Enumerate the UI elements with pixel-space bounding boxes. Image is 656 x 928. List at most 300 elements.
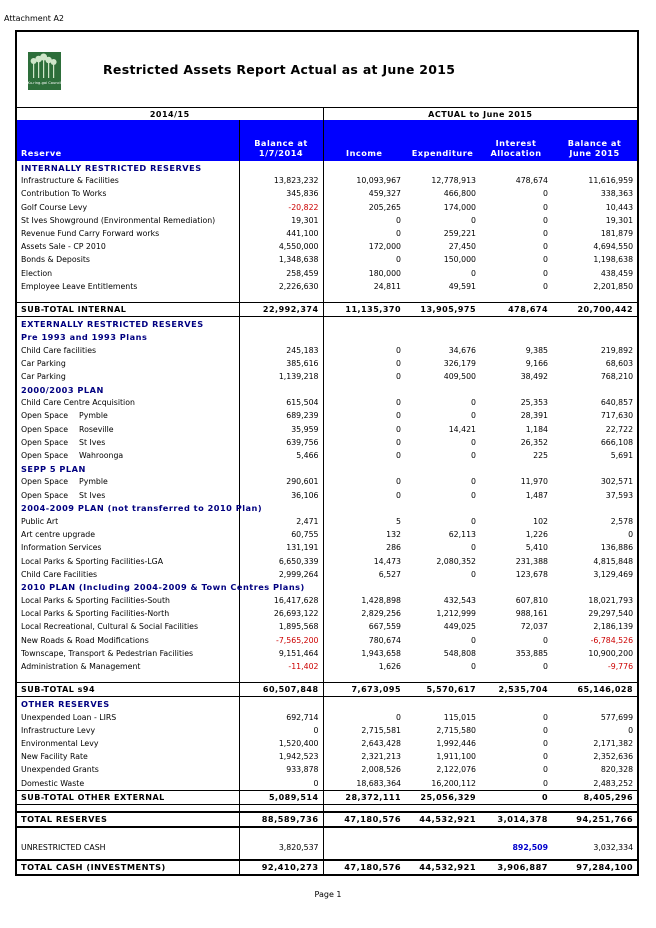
blank-cell (239, 293, 323, 303)
spacer-row (17, 804, 637, 812)
reserve-name-cell: Golf Course Levy (17, 201, 239, 214)
balance-start-cell: 36,106 (239, 489, 323, 502)
reserve-name-cell: New Roads & Road Modifications (17, 634, 239, 647)
reserve-name-cell: Administration & Management (17, 660, 239, 673)
expenditure-cell: 1,911,100 (436, 752, 477, 762)
blank-cell (480, 581, 552, 594)
balance-end-cell: 0 (628, 530, 634, 540)
expenditure-cell: 49,591 (448, 281, 477, 291)
spacer-row (17, 293, 637, 303)
reserve-name-cell: Open Space Pymble (17, 475, 239, 488)
balance-start-cell: 60,755 (239, 528, 323, 541)
subtotal-internal-row (17, 302, 637, 316)
balance-end-cell: 37,593 (605, 490, 634, 500)
blank-cell (480, 383, 552, 396)
interest-cell: 607,810 (515, 596, 549, 606)
balance-start-cell: 1,520,400 (239, 737, 323, 750)
balance-end-cell: 4,815,848 (593, 556, 634, 566)
blank-cell (323, 293, 405, 303)
reserve-name-cell: SUB-TOTAL s94 (17, 683, 239, 697)
blank-cell (323, 827, 405, 837)
table-row (17, 594, 637, 607)
blank-cell (552, 161, 637, 174)
reserve-name-cell: Environmental Levy (17, 737, 239, 750)
reserve-name-cell: Child Care facilities (17, 343, 239, 356)
income-cell: 459,327 (368, 189, 402, 199)
plan-group-title (17, 581, 637, 594)
interest-cell: 0 (543, 189, 549, 199)
plan-group-title (17, 502, 637, 515)
section-title: 2004-2009 PLAN (not transferred to 2010 Plan) (17, 502, 239, 515)
spacer-row (17, 827, 637, 837)
reserve-name-cell: Car Parking (17, 370, 239, 383)
blank-cell (552, 502, 637, 515)
balance-start-cell: 1,895,568 (239, 620, 323, 633)
blank-cell (323, 330, 405, 343)
balance-end-cell: 19,301 (605, 215, 634, 225)
balance-end-cell: 2,201,850 (593, 281, 634, 291)
income-cell: 0 (396, 215, 402, 225)
balance-end-cell: 65,146,028 (552, 683, 637, 697)
interest-cell: 478,674 (515, 176, 549, 186)
income-cell: 47,180,576 (323, 812, 405, 827)
blank-cell (239, 697, 323, 711)
expenditure-cell: 449,025 (443, 622, 477, 632)
table-row (17, 396, 637, 409)
blank-cell (552, 462, 637, 475)
blank-cell (480, 697, 552, 711)
blank-cell (552, 581, 637, 594)
table-row (17, 515, 637, 528)
reserve-name-cell: Domestic Waste (17, 776, 239, 790)
balance-end-cell: 577,699 (600, 712, 634, 722)
expenditure-cell: 0 (471, 635, 477, 645)
interest-cell: 478,674 (480, 302, 552, 316)
interest-cell: 0 (543, 765, 549, 775)
blank-cell (405, 673, 480, 683)
balance-start-cell: 290,601 (239, 475, 323, 488)
balance-start-cell: 4,550,000 (239, 240, 323, 253)
expenditure-cell: 0 (471, 451, 477, 461)
balance-end-cell: 717,630 (600, 411, 634, 421)
balance-end-cell: 2,186,139 (593, 622, 634, 632)
column-header: Reserve (17, 120, 239, 161)
balance-start-cell: 92,410,273 (239, 860, 323, 875)
interest-cell: 0 (543, 635, 549, 645)
reserve-name-cell: Townscape, Transport & Pedestrian Facilities (17, 647, 239, 660)
blank-cell (405, 581, 480, 594)
reserve-name-cell: Open Space St Ives (17, 436, 239, 449)
interest-cell: 1,226 (525, 530, 549, 540)
blank-cell (480, 673, 552, 683)
expenditure-cell: 0 (471, 543, 477, 553)
blank-cell (323, 462, 405, 475)
expenditure-cell: 409,500 (443, 371, 477, 381)
blank-cell (239, 161, 323, 174)
balance-start-cell: -11,402 (239, 660, 323, 673)
blank-cell (17, 673, 239, 683)
section-title: OTHER RESERVES (17, 697, 239, 711)
balance-end-cell: 302,571 (600, 477, 634, 487)
expenditure-cell: 326,179 (443, 358, 477, 368)
balance-end-cell: 0 (628, 725, 634, 735)
table-row (17, 436, 637, 449)
interest-cell: 9,166 (525, 358, 549, 368)
blank-cell (552, 317, 637, 331)
balance-start-cell: 131,191 (239, 541, 323, 554)
balance-end-cell: 10,443 (605, 202, 634, 212)
table-row (17, 711, 637, 724)
balance-end-cell: 2,483,252 (593, 778, 634, 788)
table-row (17, 370, 637, 383)
balance-start-cell: 1,942,523 (239, 750, 323, 763)
reserve-name-cell: Public Art (17, 515, 239, 528)
income-cell: 0 (396, 229, 402, 239)
blank-cell (480, 293, 552, 303)
table-row (17, 528, 637, 541)
table-row (17, 660, 637, 673)
reserve-name-cell: Open Space St Ives (17, 489, 239, 502)
blank-cell (323, 161, 405, 174)
blank-cell (480, 330, 552, 343)
table-row (17, 253, 637, 266)
blank-cell (405, 330, 480, 343)
expenditure-cell: 0 (471, 437, 477, 447)
expenditure-cell: 0 (471, 662, 477, 672)
blank-cell (239, 462, 323, 475)
table-row (17, 541, 637, 554)
expenditure-cell (405, 837, 480, 860)
balance-start-cell: 689,239 (239, 409, 323, 422)
interest-cell: 0 (543, 202, 549, 212)
income-cell: 667,559 (368, 622, 402, 632)
balance-start-cell: 385,616 (239, 357, 323, 370)
balance-end-cell: 438,459 (600, 268, 634, 278)
reserve-name-cell: Child Care Centre Acquisition (17, 396, 239, 409)
total-cash-row (17, 860, 637, 875)
income-cell: 47,180,576 (323, 860, 405, 875)
blank-cell (480, 161, 552, 174)
income-cell: 172,000 (368, 242, 402, 252)
balance-start-cell: 16,417,628 (239, 594, 323, 607)
table-row (17, 343, 637, 356)
blank-cell (480, 827, 552, 837)
expenditure-cell: 2,715,580 (436, 725, 477, 735)
subtotal-other-row (17, 790, 637, 804)
blank-cell (405, 161, 480, 174)
restricted-assets-table (17, 107, 637, 876)
council-logo (28, 52, 61, 90)
balance-start-cell: 615,504 (239, 396, 323, 409)
balance-end-cell: 136,886 (600, 543, 634, 553)
balance-end-cell: 820,328 (600, 765, 634, 775)
balance-end-cell: 29,297,540 (588, 609, 634, 619)
interest-cell: 988,161 (515, 609, 549, 619)
logo-text: Ku-ring-gai Council (27, 81, 62, 85)
column-header: Balance at June 2015 (552, 120, 637, 161)
income-cell: 0 (396, 398, 402, 408)
reserve-name-cell: Bonds & Deposits (17, 253, 239, 266)
period-actual: ACTUAL to June 2015 (323, 108, 637, 121)
external-reserves-title (17, 317, 637, 331)
balance-start-cell: 245,183 (239, 343, 323, 356)
balance-start-cell: 9,151,464 (239, 647, 323, 660)
income-cell: 1,626 (378, 662, 402, 672)
balance-end-cell: 8,405,296 (552, 790, 637, 804)
balance-start-cell: 345,836 (239, 187, 323, 200)
expenditure-cell: 0 (471, 490, 477, 500)
balance-start-cell: 258,459 (239, 267, 323, 280)
balance-start-cell: 1,348,638 (239, 253, 323, 266)
table-row (17, 489, 637, 502)
interest-cell: 0 (543, 725, 549, 735)
expenditure-cell: 12,778,913 (431, 176, 477, 186)
balance-start-cell: 5,466 (239, 449, 323, 462)
table-row (17, 620, 637, 633)
blank-cell (323, 383, 405, 396)
table-row (17, 763, 637, 776)
section-title: 2010 PLAN (Including 2004-2009 & Town Centres Plans) (17, 581, 239, 594)
income-cell: 1,428,898 (361, 596, 402, 606)
expenditure-cell: 44,532,921 (405, 812, 480, 827)
interest-cell: 3,906,887 (480, 860, 552, 875)
interest-cell: 72,037 (520, 622, 549, 632)
table-row (17, 227, 637, 240)
reserve-name-cell: SUB-TOTAL INTERNAL (17, 302, 239, 316)
income-cell: 132 (386, 530, 402, 540)
reserve-name-cell: TOTAL RESERVES (17, 812, 239, 827)
income-cell: 2,829,256 (361, 609, 402, 619)
interest-cell: 123,678 (515, 569, 549, 579)
reserve-name-cell: Local Parks & Sporting Facilities-North (17, 607, 239, 620)
table-row (17, 187, 637, 200)
expenditure-cell: 259,221 (443, 229, 477, 239)
income-cell: 780,674 (368, 635, 402, 645)
expenditure-cell: 34,676 (448, 345, 477, 355)
report-title: Restricted Assets Report Actual as at June 2015 (103, 62, 456, 77)
income-cell: 205,265 (368, 202, 402, 212)
interest-cell: 231,388 (515, 556, 549, 566)
reserve-name-cell: Open Space Pymble (17, 409, 239, 422)
column-header: Expenditure (405, 120, 480, 161)
blank-cell (405, 462, 480, 475)
expenditure-cell: 0 (471, 411, 477, 421)
blank-cell (323, 581, 405, 594)
table-row (17, 776, 637, 790)
balance-end-cell: 20,700,442 (552, 302, 637, 316)
balance-end-cell: 2,578 (610, 516, 634, 526)
balance-end-cell: 338,363 (600, 189, 634, 199)
reserve-name-cell: Election (17, 267, 239, 280)
blank-cell (323, 804, 405, 812)
table-row (17, 174, 637, 187)
balance-start-cell: 2,999,264 (239, 568, 323, 581)
reserve-name-cell: Revenue Fund Carry Forward works (17, 227, 239, 240)
expenditure-cell: 432,543 (443, 596, 477, 606)
expenditure-cell: 62,113 (448, 530, 477, 540)
table-row (17, 634, 637, 647)
expenditure-cell: 115,015 (443, 712, 477, 722)
balance-end-cell: 68,603 (605, 358, 634, 368)
reserve-name-cell: Contribution To Works (17, 187, 239, 200)
income-cell: 11,135,370 (323, 302, 405, 316)
income-cell: 0 (396, 477, 402, 487)
expenditure-cell: 466,800 (443, 189, 477, 199)
expenditure-cell: 0 (471, 569, 477, 579)
expenditure-cell: 5,570,617 (405, 683, 480, 697)
interest-cell: 0 (543, 242, 549, 252)
interest-cell: 11,970 (520, 477, 549, 487)
blank-cell (405, 293, 480, 303)
balance-end-cell: 97,284,100 (552, 860, 637, 875)
expenditure-cell: 27,450 (448, 242, 477, 252)
balance-end-cell: 3,129,469 (593, 569, 634, 579)
blank-cell (480, 462, 552, 475)
reserve-name-cell: Child Care Facilities (17, 568, 239, 581)
balance-end-cell: 22,722 (605, 424, 634, 434)
interest-cell: 1,184 (525, 424, 549, 434)
balance-end-cell: 181,879 (600, 229, 634, 239)
table-row (17, 737, 637, 750)
blank-cell (323, 502, 405, 515)
balance-end-cell: 11,616,959 (588, 176, 634, 186)
blank-cell (405, 383, 480, 396)
income-cell: 28,372,111 (323, 790, 405, 804)
blank-cell (552, 330, 637, 343)
period-row (17, 108, 637, 121)
balance-end-cell: 640,857 (600, 398, 634, 408)
interest-cell: 28,391 (520, 411, 549, 421)
interest-cell: 353,885 (515, 648, 549, 658)
table-row (17, 409, 637, 422)
interest-cell: 0 (543, 281, 549, 291)
interest-cell: 0 (543, 738, 549, 748)
income-cell: 180,000 (368, 268, 402, 278)
interest-cell: 9,385 (525, 345, 549, 355)
income-cell: 2,643,428 (361, 738, 402, 748)
interest-cell: 38,492 (520, 371, 549, 381)
blank-cell (17, 827, 239, 837)
blank-cell (239, 317, 323, 331)
interest-cell: 0 (543, 255, 549, 265)
reserve-name-cell: Open Space Roseville (17, 423, 239, 436)
balance-start-cell: 60,507,848 (239, 683, 323, 697)
balance-start-cell: 35,959 (239, 423, 323, 436)
expenditure-cell: 0 (471, 215, 477, 225)
period-2014-15: 2014/15 (17, 108, 323, 121)
income-cell: 7,673,095 (323, 683, 405, 697)
reserve-name-cell: Infrastructure Levy (17, 724, 239, 737)
balance-start-cell: -7,565,200 (239, 634, 323, 647)
table-row (17, 423, 637, 436)
interest-cell: 1,487 (525, 490, 549, 500)
interest-cell: 25,353 (520, 398, 549, 408)
blank-cell (552, 383, 637, 396)
balance-start-cell: 639,756 (239, 436, 323, 449)
balance-start-cell: 933,878 (239, 763, 323, 776)
plan-group-title (17, 330, 637, 343)
income-cell: 0 (396, 451, 402, 461)
section-title: SEPP 5 PLAN (17, 462, 239, 475)
internal-reserves-title (17, 161, 637, 174)
balance-start-cell: 1,139,218 (239, 370, 323, 383)
income-cell: 2,715,581 (361, 725, 402, 735)
income-cell: 24,811 (373, 281, 402, 291)
blank-cell (239, 804, 323, 812)
blank-cell (405, 827, 480, 837)
reserve-name-cell: Unexpended Grants (17, 763, 239, 776)
blank-cell (17, 293, 239, 303)
balance-end-cell: 1,198,638 (593, 255, 634, 265)
table-row (17, 554, 637, 567)
table-row (17, 647, 637, 660)
interest-cell: 892,509 (512, 843, 549, 853)
expenditure-cell: 13,905,975 (405, 302, 480, 316)
income-cell: 5 (396, 516, 402, 526)
balance-end-cell: -9,776 (607, 662, 634, 672)
balance-start-cell: 692,714 (239, 711, 323, 724)
income-cell: 14,473 (373, 556, 402, 566)
balance-start-cell: -20,822 (239, 201, 323, 214)
blank-cell (323, 673, 405, 683)
interest-cell: 3,014,378 (480, 812, 552, 827)
income-cell: 0 (396, 255, 402, 265)
income-cell: 18,683,364 (356, 778, 402, 788)
expenditure-cell: 2,122,076 (436, 765, 477, 775)
income-cell: 2,008,526 (361, 765, 402, 775)
income-cell: 0 (396, 490, 402, 500)
income-cell: 0 (396, 424, 402, 434)
table-row (17, 449, 637, 462)
table-row (17, 240, 637, 253)
expenditure-cell: 150,000 (443, 255, 477, 265)
balance-end-cell: 666,108 (600, 437, 634, 447)
reserve-name-cell: St Ives Showground (Environmental Remediation) (17, 214, 239, 227)
table-row (17, 750, 637, 763)
expenditure-cell: 0 (471, 398, 477, 408)
expenditure-cell: 25,056,329 (405, 790, 480, 804)
balance-start-cell: 26,693,122 (239, 607, 323, 620)
balance-start-cell: 5,089,514 (239, 790, 323, 804)
plan-group-title (17, 383, 637, 396)
table-row (17, 201, 637, 214)
reserve-name-cell: SUB-TOTAL OTHER EXTERNAL (17, 790, 239, 804)
blank-cell (405, 697, 480, 711)
reserve-name-cell: UNRESTRICTED CASH (17, 837, 239, 860)
reserve-name-cell: Local Parks & Sporting Facilities-LGA (17, 554, 239, 567)
expenditure-cell: 0 (471, 477, 477, 487)
table-row (17, 724, 637, 737)
interest-cell: 225 (533, 451, 549, 461)
balance-start-cell: 0 (239, 724, 323, 737)
balance-start-cell: 6,650,339 (239, 554, 323, 567)
blank-cell (323, 317, 405, 331)
balance-end-cell: -6,784,526 (590, 635, 634, 645)
blank-cell (323, 697, 405, 711)
income-cell: 1,943,658 (361, 648, 402, 658)
reserve-name-cell: Information Services (17, 541, 239, 554)
section-title: Pre 1993 and 1993 Plans (17, 330, 239, 343)
income-cell: 0 (396, 411, 402, 421)
blank-cell (405, 804, 480, 812)
balance-end-cell: 18,021,793 (588, 596, 634, 606)
reserve-name-cell: TOTAL CASH (INVESTMENTS) (17, 860, 239, 875)
table-row (17, 607, 637, 620)
attachment-label: Attachment A2 (4, 14, 65, 23)
blank-cell (239, 383, 323, 396)
other-reserves-title (17, 697, 637, 711)
reserve-name-cell: Local Recreational, Cultural & Social Facilities (17, 620, 239, 633)
